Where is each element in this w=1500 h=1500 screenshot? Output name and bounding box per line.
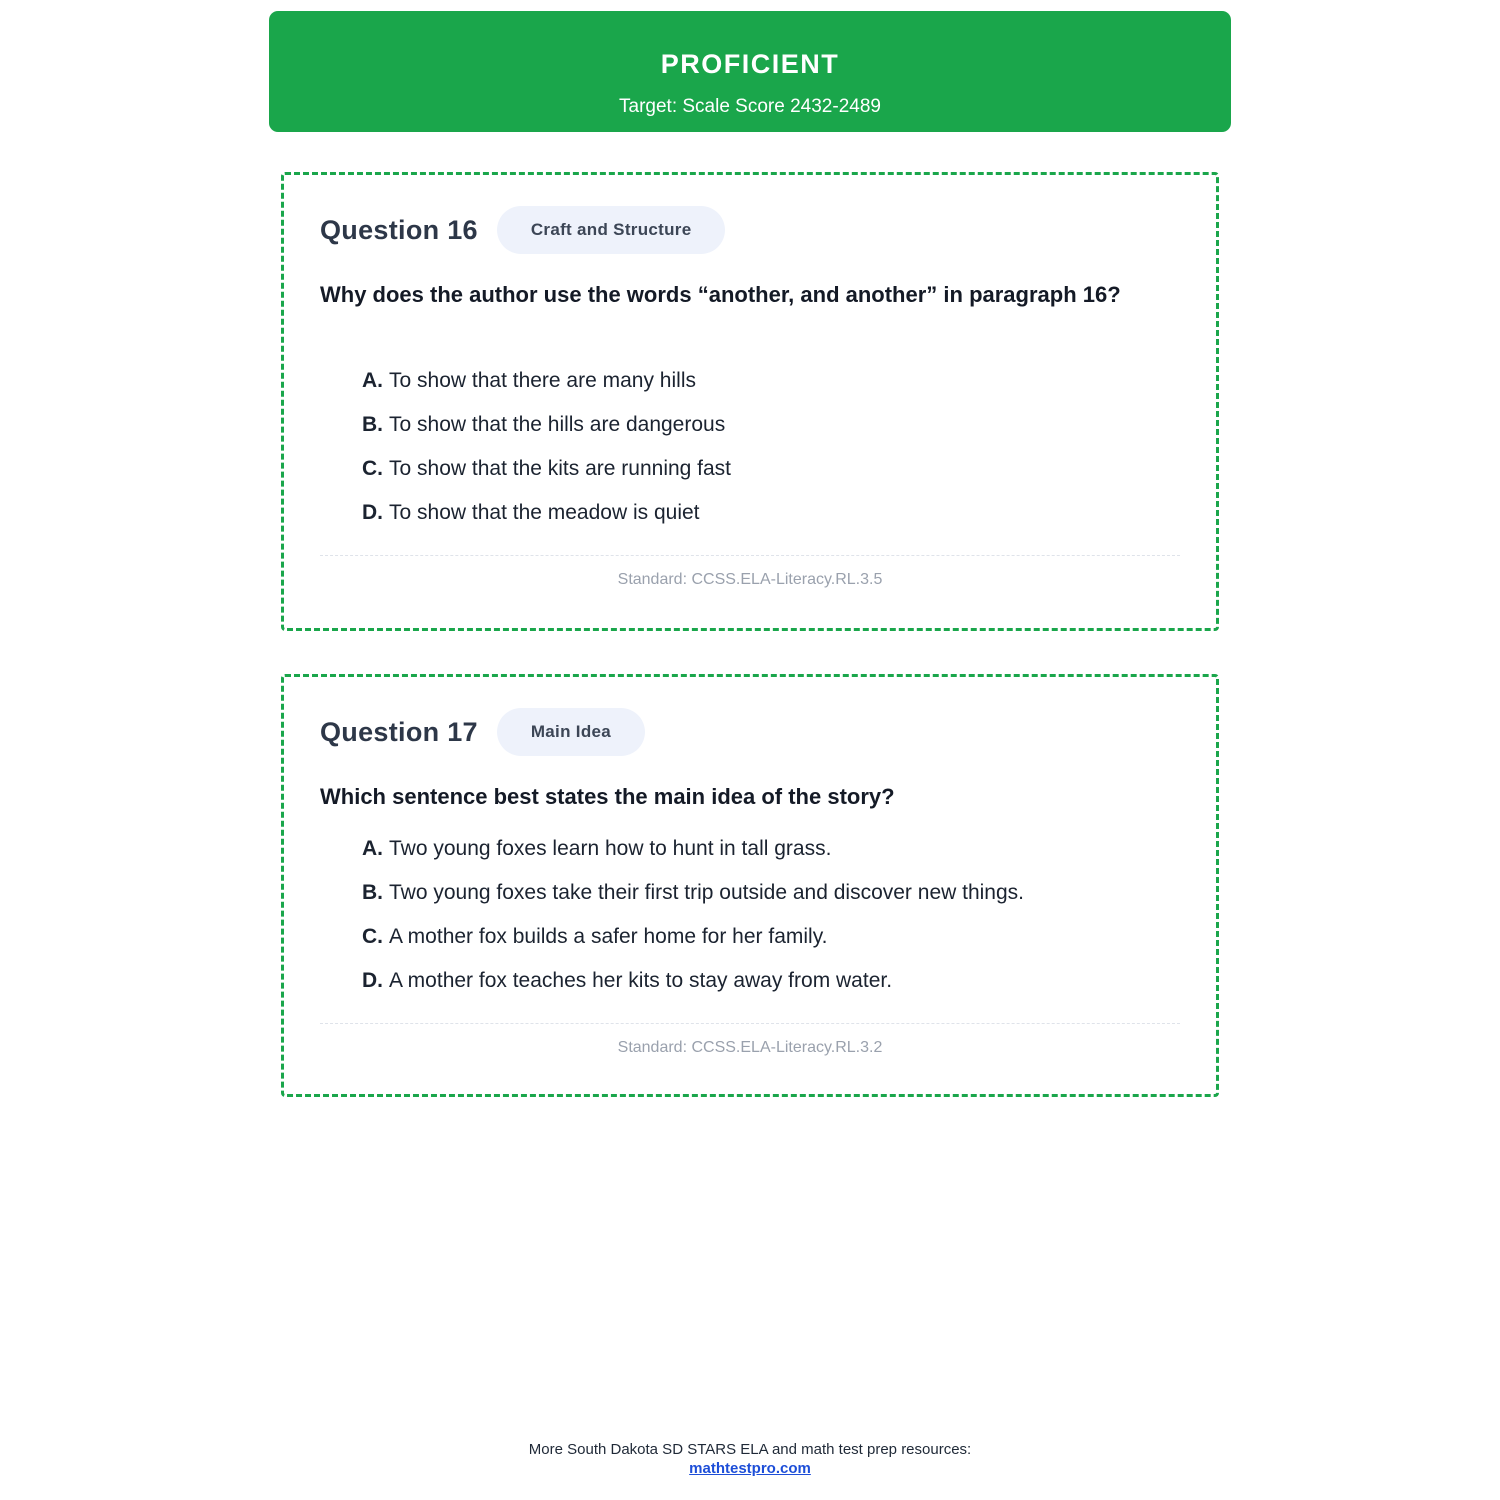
question-number: Question 16	[320, 214, 478, 245]
question-card	[281, 674, 1219, 1097]
question-text: Why does the author use the words “another, and another” in paragraph 16?	[320, 282, 1121, 307]
option-letter: B.	[362, 881, 383, 904]
answer-option	[362, 452, 1186, 496]
level-banner	[269, 11, 1231, 132]
option-letter: A.	[362, 369, 383, 392]
option-letter: B.	[362, 413, 383, 436]
option-letter: C.	[362, 457, 383, 480]
question-text: Which sentence best states the main idea of the story?	[320, 784, 895, 809]
divider	[320, 1023, 1180, 1024]
answer-option	[362, 964, 1186, 1008]
answer-options	[362, 364, 1186, 540]
answer-option	[362, 364, 1186, 408]
option-text: To show that the meadow is quiet	[389, 501, 700, 524]
option-letter: D.	[362, 501, 383, 524]
footer-text: More South Dakota SD STARS ELA and math test prep resources:	[528, 1441, 972, 1458]
question-number: Question 17	[320, 716, 478, 747]
answer-options	[362, 832, 1186, 1008]
answer-option	[362, 832, 1186, 876]
option-letter: D.	[362, 969, 383, 992]
option-letter: A.	[362, 837, 383, 860]
answer-option	[362, 496, 1186, 540]
option-letter: C.	[362, 925, 383, 948]
standard-label: Standard: CCSS.ELA-Literacy.RL.3.5	[617, 571, 883, 588]
answer-option	[362, 920, 1186, 964]
option-text: To show that the kits are running fast	[389, 457, 732, 480]
option-text: A mother fox builds a safer home for her family.	[389, 925, 828, 948]
divider	[320, 555, 1180, 556]
option-text: To show that there are many hills	[389, 369, 696, 392]
level-title: PROFICIENT	[660, 49, 840, 79]
option-text: Two young foxes learn how to hunt in tall grass.	[389, 837, 832, 860]
target-score: Target: Scale Score 2432-2489	[619, 96, 881, 117]
option-text: Two young foxes take their first trip outside and discover new things.	[389, 881, 1024, 904]
answer-option	[362, 876, 1186, 920]
footer	[0, 1440, 1500, 1478]
question-header	[320, 206, 725, 254]
question-header	[320, 708, 645, 756]
question-card	[281, 172, 1219, 631]
skill-tag: Main Idea	[497, 708, 645, 756]
standard-label: Standard: CCSS.ELA-Literacy.RL.3.2	[617, 1039, 883, 1056]
answer-option	[362, 408, 1186, 452]
option-text: To show that the hills are dangerous	[389, 413, 726, 436]
resources-link[interactable]: mathtestpro.com	[689, 1460, 811, 1477]
option-text: A mother fox teaches her kits to stay away from water.	[389, 969, 893, 992]
skill-tag: Craft and Structure	[497, 206, 726, 254]
